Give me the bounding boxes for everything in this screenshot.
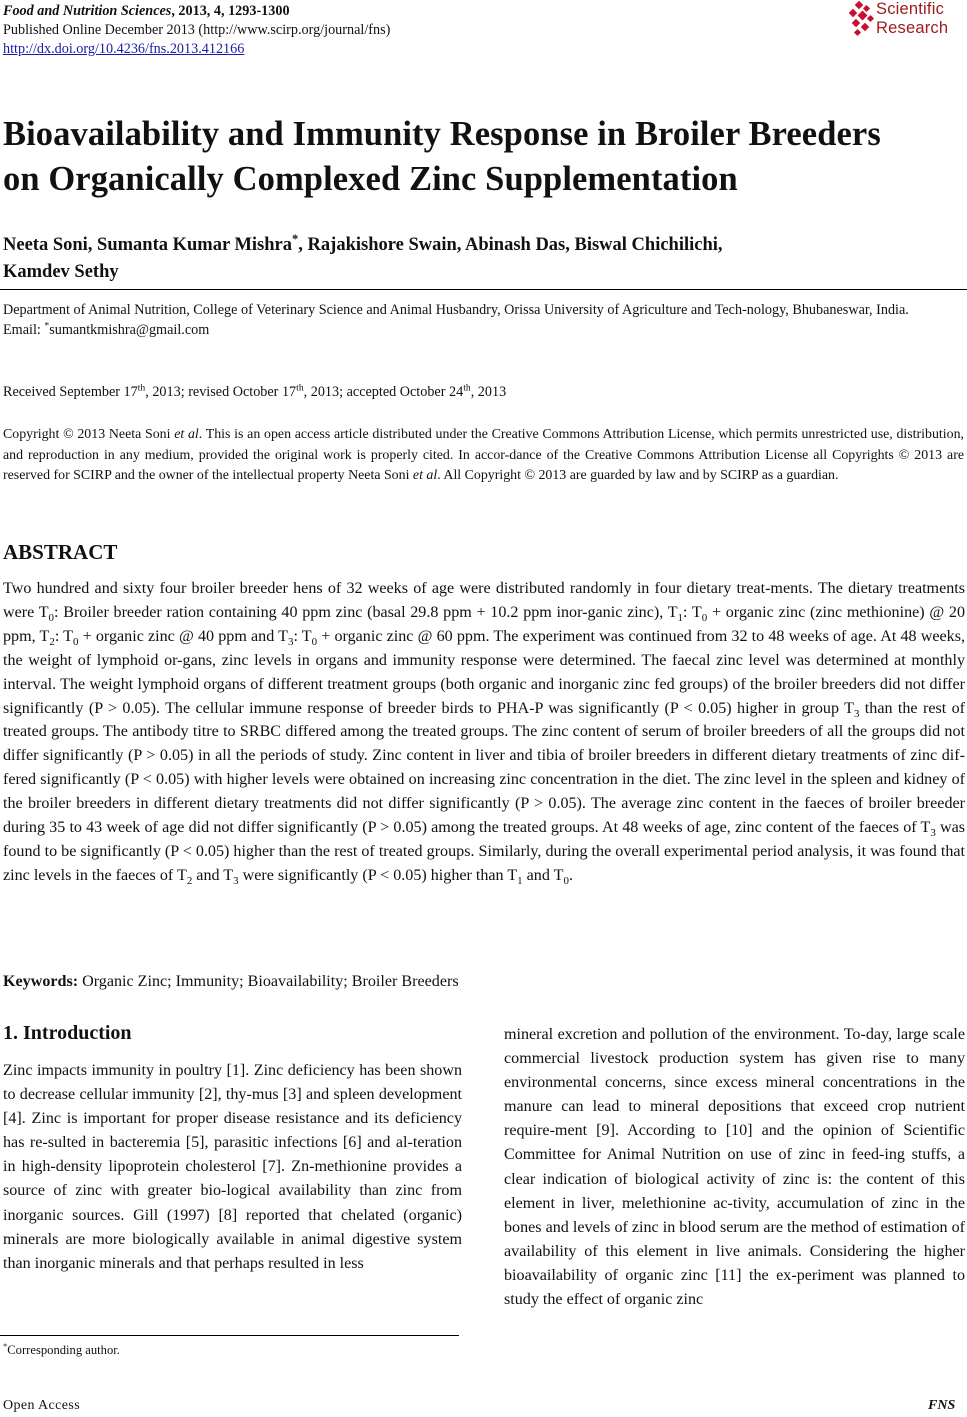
open-access-label: Open Access: [3, 1398, 81, 1413]
paper-title: Bioavailability and Immunity Response in Broiler Breeders on Organically Complexed Zinc Supplementation: [3, 115, 881, 198]
journal-header: [3, 2, 390, 59]
footnote: *Corresponding author.: [3, 1340, 120, 1357]
affiliation: Department of Animal Nutrition, College of Veterinary Science and Animal Husbandry, Orissa University of Agriculture and Tech-nology, Bhubaneswar, India.: [3, 302, 909, 318]
logo-mark-icon: [846, 0, 876, 42]
received-dates: Received September 17th, 2013; revised October 17th, 2013; accepted October 24th, 2013: [3, 382, 507, 400]
scientific-research-logo: [846, 0, 967, 44]
published-line: Published Online December 2013 (http://www.scirp.org/journal/fns): [3, 22, 391, 38]
keywords-label: Keywords:: [3, 973, 79, 990]
footnote-divider: [0, 1335, 459, 1336]
affiliation-block: [3, 300, 964, 340]
keywords: [3, 970, 459, 993]
keywords-text: Organic Zinc; Immunity; Bioavailability; Broiler Breeders: [78, 973, 459, 990]
doi-link[interactable]: http://dx.doi.org/10.4236/fns.2013.412166: [3, 41, 245, 57]
abstract-heading: ABSTRACT: [3, 540, 118, 564]
email-line: Email: *sumantkmishra@gmail.com: [3, 320, 210, 338]
abstract-body: Two hundred and sixty four broiler breeder hens of 32 weeks of age were distributed randomly in four dietary treat-ments. The dietary treatments were $T_0$: Broiler breeder ration containing 40 ppm zinc (basal 29.8 ppm + 10.2 ppm inor-ganic zinc), $T_1$: $T_0$ + organic zinc (zinc methionine) @ 20 ppm, $T_2$: $T_0$ + organic zinc @ 40 ppm and $T_3$: $T_0$ + organic zinc @ 60 ppm. The experiment was continued from 32 to 48 weeks of age. At 48 weeks, the weight of lymphoid or-gans, zinc levels in organs and immunity response were determined. The faecal zinc level was determined at monthly interval. The weight lymphoid organs of different treatment groups (both organic and inorganic zinc fed groups) of the broiler breeders did not differ significantly (P > 0.05). The cellular immune response of breeder birds to PHA-P was significantly (P < 0.05) higher in group $T_3$ than the rest of treated groups. The antibody titre to SRBC differed among the treated groups. The zinc content of serum of broiler breeders of all the groups did not differ significantly (P > 0.05) in all the periods of study. Zinc content in liver and tibia of broiler breeders in different dietary treatments of zinc dif-fered significantly (P < 0.05) with higher levels were obtained on increasing zinc concentration in the diet. The zinc level in the spleen and kidney of the broiler breeders in different dietary treatments did not differ significantly (P > 0.05). The average zinc content in the faeces of broiler breeder during 35 to 43 week of age did not differ significantly (P > 0.05) among the treated groups. At 48 weeks of age, zinc content of the faeces of $T_3$ was found to be significantly (P < 0.05) higher than the rest of treated groups. Similarly, during the overall experimental period analysis, it was found that zinc levels in the faeces of $T_2$ and $T_3$ were significantly (P < 0.05) higher than $T_1$ and $T_0$.: [3, 580, 966, 888]
header-divider: [0, 289, 967, 290]
copyright-notice: Copyright © 2013 Neeta Soni et al. This is an open access article distributed under the Creative Commons Attribution License, which permits unrestricted use, distribution, and reproduction in any medium, provided the original work is properly cited. In accor-dance of the Creative Commons Attribution License all Copyrights © 2013 are reserved for SCIRP and the owner of the intellectual property Neeta Soni et al. All Copyright © 2013 are guarded by law and by SCIRP as a guardian.: [3, 427, 964, 484]
logo-text: Scientific Research: [876, 0, 949, 37]
journal-abbrev: FNS: [928, 1398, 956, 1413]
author-list: Neeta Soni, Sumanta Kumar Mishra*, Rajakishore Swain, Abinash Das, Biswal Chichilichi, Kamdev Sethy: [3, 231, 723, 282]
intro-left-column: Zinc impacts immunity in poultry [1]. Zinc deficiency has been shown to decrease cellular immunity [2], thy-mus [3] and spleen development [4]. Zinc is important for proper disease resistance and its deficiency has re-sulted in bacteremia [5], parasitic infections [6] and al-teration in high-density lipoprotein cholesterol [7]. Zn-methionine provides a source of zinc with greater bio-logical availability than zinc from inorganic sources. Gill (1997) [8] reported that chelated (organic) minerals are more biologically available in animal digestive system than inorganic minerals and that perhaps resulted in less: [3, 1062, 462, 1272]
intro-right-column: mineral excretion and pollution of the environment. To-day, large scale commercial livestock production system has given rise to many environmental concerns, since excess mineral concentrations in the manure can lead to mineral depositions that exceed crop nutrient require-ment [9]. According to [10] and the opinion of Scientific Committee for Animal Nutrition on use of zinc in feed-ing stuffs, a clear indication of biological activity of zinc is: the content of this element in liver, melethionine ac-tivity, accumulation of zinc in the bones and levels of zinc in blood serum are the method of estimation of availability of this element in live animals. Considering the higher bioavailability of organic zinc [11] the ex-periment was planned to study the effect of organic zinc: [504, 1026, 965, 1309]
section-heading-introduction: 1. Introduction: [3, 1022, 132, 1044]
journal-name: Food and Nutrition Sciences, 2013, 4, 1293-1300: [3, 3, 290, 19]
